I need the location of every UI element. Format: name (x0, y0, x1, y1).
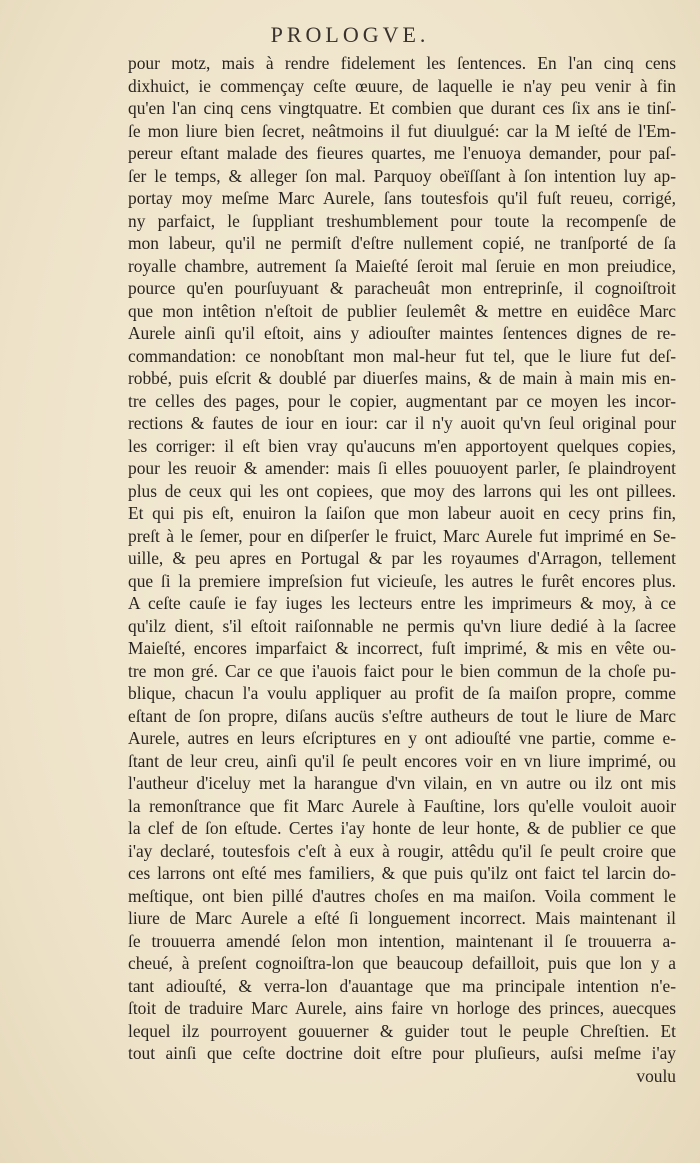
text-line: plus de ceux qui les ont copiees, que moy des larrons qui les ont pillees. (128, 480, 676, 501)
text-line: pource qu'en pourſuyuant & paracheuât mon entreprinſe, il cognoiſtroit (128, 278, 676, 298)
text-line: que mon intêtion n'eſtoit de publier ſeulemêt & mettre en euidêce Marc (128, 300, 676, 321)
text-line: royalle chambre, autrement ſa Maieſté ſeroit mal ſeruie en mon preiudice, (128, 255, 676, 276)
text-line: Aurele ainſi qu'il eſtoit, ains y adiouſter maintes ſentences dignes de re- (128, 323, 676, 343)
text-line: meſtique, ont bien pillé d'autres choſes en ma maiſon. Voila comment le (128, 885, 676, 906)
text-line: ſer le temps, & alleger ſon mal. Parquoy obeïſſant à ſon intention luy ap- (128, 165, 676, 186)
text-line: pour motz, mais à rendre fidelement les ſentences. En l'an cinq cens (128, 53, 676, 73)
text-line: la clef de ſon eſtude. Certes i'ay honte de leur honte, & de publier ce que (128, 818, 676, 838)
text-line: l'autheur d'iceluy met la harangue d'vn vilain, en vn autre ou ilz ont mis (128, 773, 676, 793)
text-line: robbé, puis eſcrit & doublé par diuerſes mains, & de main à main mis en- (128, 368, 676, 388)
text-line: tant adiouſté, & verra-lon d'auantage que ma principale intention n'e- (128, 975, 676, 996)
text-line: Et qui pis eſt, enuiron la ſaiſon que mon labeur auoit en cecy prins fin, (128, 503, 676, 523)
text-line: rections & fautes de iour en iour: car il n'y auoit qu'vn ſeul original pour (128, 413, 676, 433)
text-line: qu'ilz dient, s'il eſtoit raiſonnable ne permis qu'vn liure dedié à la ſacree (128, 615, 676, 636)
text-line: pour les reuoir & amender: mais ſi elles pouuoyent parler, ſe plaindroyent (128, 458, 676, 478)
text-line: uille, & peu apres en Portugal & par les royaumes d'Arragon, tellement (128, 548, 676, 568)
text-line: ſe mon liure bien ſecret, neâtmoins il fut diuulgué: car la M ieſté de l'Em- (128, 120, 676, 141)
text-line: mon labeur, qu'il ne permiſt d'eſtre nullement copié, ne tranſporté de ſa (128, 233, 676, 253)
text-line: ſtant de leur creu, ainſi qu'il ſe peult encores voir en vn liure imprimé, ou (128, 750, 676, 771)
text-line: les corriger: il eſt bien vray qu'aucuns m'en apportoyent quelques copies, (128, 435, 676, 456)
text-line: la remonſtrance que fit Marc Aurele à Fauſtine, lors qu'elle vouloit auoir (128, 795, 676, 816)
text-line: ny parfaict, le ſuppliant treshumblement pour toute la recompenſe de (128, 210, 676, 231)
text-line: A ceſte cauſe ie fay iuges les lecteurs entre les imprimeurs & moy, à ce (128, 593, 676, 613)
text-line: qu'en l'an cinq cens vingtquatre. Et combien que durant ces ſix ans ie tinſ- (128, 98, 676, 118)
text-line: tout ainſi que ceſte doctrine doit eſtre pour pluſieurs, auſsi meſme i'ay (128, 1043, 676, 1063)
text-line: blique, chacun l'a voulu appliquer au profit de ſa maiſon propre, comme (128, 683, 676, 703)
text-line: Aurele, autres en leurs eſcriptures en y ont adiouſté vne partie, comme e- (128, 728, 676, 748)
text-line: portay moy meſme Marc Aurele, ſans toutesfois qu'il fuſt reueu, corrigé, (128, 188, 676, 208)
text-line: cheué, à preſent cognoiſtra-lon que beaucoup defailloit, puis que lon y a (128, 953, 676, 973)
text-line: Maieſté, encores imparfaict & incorrect, fuſt imprimé, & mis en vête ou- (128, 638, 676, 658)
text-line: dixhuict, ie commençay ceſte œuure, de laquelle ie n'ay peu venir à fin (128, 75, 676, 96)
text-line: i'ay declaré, toutesfois c'eſt à eux à rougir, attêdu qu'il ſe peult croire que (128, 840, 676, 861)
prologue-text (128, 52, 676, 1087)
text-line: ces larrons ont eſté mes familiers, & que puis qu'ilz ont faict tel larcin do- (128, 863, 676, 883)
text-line: ſe trouuerra amendé ſelon mon intention, maintenant il ſe trouuerra a- (128, 930, 676, 951)
text-line: tre mon gré. Car ce que i'auois faict pour le bien commun de la choſe pu- (128, 660, 676, 681)
text-line: liure de Marc Aurele a eſté ſi longuement incorrect. Mais maintenant il (128, 908, 676, 928)
text-line: eſtant de ſon propre, diſans aucüs s'eſtre autheurs de tout le liure de Marc (128, 705, 676, 726)
text-line: que ſi la premiere impreſsion fut vicieuſe, les autres le furêt encores plus. (128, 570, 676, 591)
text-line: lequel ilz pourroyent gouuerner & guider tout le peuple Chreſtien. Et (128, 1020, 676, 1041)
text-line: preſt à le ſemer, pour en diſperſer le fruict, Marc Aurele fut imprimé en Se- (128, 525, 676, 546)
text-line: tre celles des pages, pour le copier, augmentant par ce moyen les incor- (128, 390, 676, 411)
text-line: pereur eſtant malade des fieures quartes, me l'enuoya demander, pour paſ- (128, 143, 676, 163)
text-line: commandation: ce nonobſtant mon mal-heur fut tel, que le liure fut deſ- (128, 345, 676, 366)
text-line: voulu (636, 1065, 676, 1086)
running-head: PROLOGVE. (270, 22, 430, 47)
text-line: ſtoit de traduire Marc Aurele, ains faire vn horloge des princes, auecques (128, 998, 676, 1018)
